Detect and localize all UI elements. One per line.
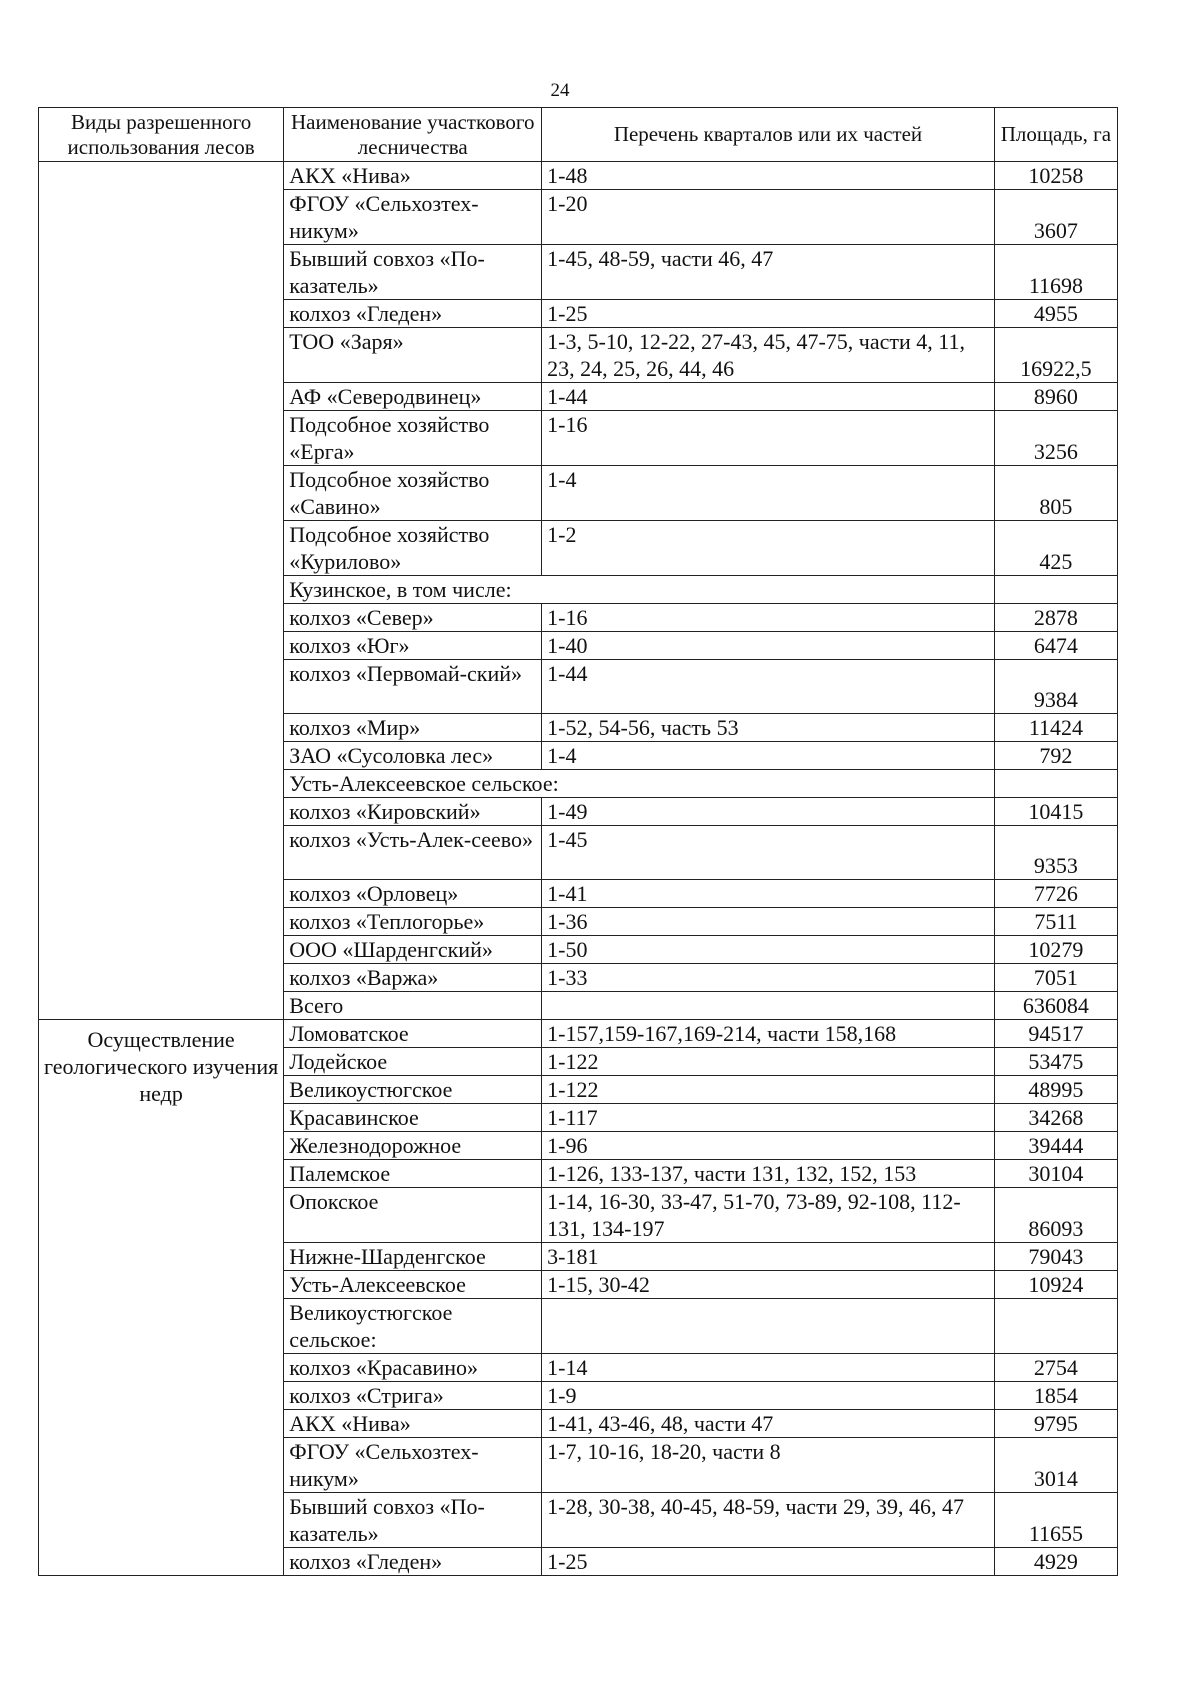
subheader-cell: Кузинское, в том числе: — [284, 576, 995, 604]
quarters-cell: 1-40 — [542, 632, 995, 660]
table-body — [39, 162, 1118, 1576]
area-cell: 2878 — [994, 604, 1117, 632]
area-cell: 6474 — [994, 632, 1117, 660]
quarters-cell: 1-126, 133-137, части 131, 132, 152, 153 — [542, 1160, 995, 1188]
usage-kind-cell — [39, 162, 284, 1020]
area-cell: 39444 — [994, 1132, 1117, 1160]
forestry-name-cell: колхоз «Стрига» — [284, 1382, 542, 1410]
forestry-name-cell: Всего — [284, 992, 542, 1020]
area-cell: 425 — [994, 521, 1117, 576]
table-header-row — [39, 108, 1118, 162]
area-cell: 34268 — [994, 1104, 1117, 1132]
quarters-cell: 1-44 — [542, 660, 995, 714]
forestry-name-cell: колхоз «Первомай-ский» — [284, 660, 542, 714]
quarters-cell: 1-122 — [542, 1048, 995, 1076]
forestry-name-cell: ФГОУ «Сельхозтех-никум» — [284, 1438, 542, 1493]
header-area: Площадь, га — [994, 108, 1117, 162]
area-cell: 8960 — [994, 383, 1117, 411]
area-cell: 1854 — [994, 1382, 1117, 1410]
area-cell: 10415 — [994, 798, 1117, 826]
quarters-cell: 1-3, 5-10, 12-22, 27-43, 45, 47-75, части 4, 11, 23, 24, 25, 26, 44, 46 — [542, 328, 995, 383]
forestry-name-cell: Подсобное хозяйство «Ерга» — [284, 411, 542, 466]
area-cell: 4929 — [994, 1548, 1117, 1576]
quarters-cell: 1-117 — [542, 1104, 995, 1132]
forestry-name-cell: Подсобное хозяйство «Савино» — [284, 466, 542, 521]
area-cell: 11424 — [994, 714, 1117, 742]
header-quarters: Перечень кварталов или их частей — [542, 108, 995, 162]
quarters-cell: 1-4 — [542, 742, 995, 770]
forestry-name-cell: Усть-Алексеевское — [284, 1271, 542, 1299]
area-cell — [994, 770, 1117, 798]
area-cell: 2754 — [994, 1354, 1117, 1382]
forestry-name-cell: колхоз «Юг» — [284, 632, 542, 660]
page-number: 24 — [550, 80, 570, 101]
area-cell: 3256 — [994, 411, 1117, 466]
area-cell: 3014 — [994, 1438, 1117, 1493]
forestry-name-cell: Великоустюгское — [284, 1076, 542, 1104]
forestry-name-cell: колхоз «Орловец» — [284, 880, 542, 908]
forestry-name-cell: колхоз «Гледен» — [284, 1548, 542, 1576]
area-cell: 792 — [994, 742, 1117, 770]
quarters-cell: 1-16 — [542, 411, 995, 466]
quarters-cell: 1-25 — [542, 1548, 995, 1576]
quarters-cell: 1-2 — [542, 521, 995, 576]
table-row — [39, 1020, 1118, 1048]
area-cell: 10258 — [994, 162, 1117, 190]
area-cell: 30104 — [994, 1160, 1117, 1188]
forestry-name-cell: Железнодорожное — [284, 1132, 542, 1160]
area-cell: 9384 — [994, 660, 1117, 714]
forestry-name-cell: АФ «Северодвинец» — [284, 383, 542, 411]
area-cell: 11655 — [994, 1493, 1117, 1548]
area-cell — [994, 1299, 1117, 1354]
area-cell: 9353 — [994, 826, 1117, 880]
quarters-cell: 1-50 — [542, 936, 995, 964]
area-cell: 86093 — [994, 1188, 1117, 1243]
quarters-cell: 1-20 — [542, 190, 995, 245]
area-cell: 79043 — [994, 1243, 1117, 1271]
area-cell: 10924 — [994, 1271, 1117, 1299]
forestry-name-cell: Бывший совхоз «По-казатель» — [284, 245, 542, 300]
area-cell: 48995 — [994, 1076, 1117, 1104]
forestry-name-cell: Подсобное хозяйство «Курилово» — [284, 521, 542, 576]
quarters-cell: 1-14, 16-30, 33-47, 51-70, 73-89, 92-108, 112-131, 134-197 — [542, 1188, 995, 1243]
header-kind: Виды разрешенного использования лесов — [39, 108, 284, 162]
forestry-name-cell: колхоз «Гледен» — [284, 300, 542, 328]
area-cell: 9795 — [994, 1410, 1117, 1438]
quarters-cell — [542, 992, 995, 1020]
area-cell: 10279 — [994, 936, 1117, 964]
forestry-name-cell: Бывший совхоз «По-казатель» — [284, 1493, 542, 1548]
area-cell: 4955 — [994, 300, 1117, 328]
forest-use-table — [38, 107, 1118, 1576]
forestry-name-cell: колхоз «Кировский» — [284, 798, 542, 826]
forestry-name-cell: колхоз «Красавино» — [284, 1354, 542, 1382]
quarters-cell: 1-9 — [542, 1382, 995, 1410]
quarters-cell: 1-7, 10-16, 18-20, части 8 — [542, 1438, 995, 1493]
forestry-name-cell: колхоз «Усть-Алек-сеево» — [284, 826, 542, 880]
table-row — [39, 162, 1118, 190]
quarters-cell: 1-25 — [542, 300, 995, 328]
quarters-cell: 1-14 — [542, 1354, 995, 1382]
quarters-cell: 1-4 — [542, 466, 995, 521]
forestry-name-cell: колхоз «Север» — [284, 604, 542, 632]
area-cell: 7051 — [994, 964, 1117, 992]
header-forestry: Наименование участкового лесничества — [284, 108, 542, 162]
quarters-cell: 1-96 — [542, 1132, 995, 1160]
forestry-name-cell: колхоз «Мир» — [284, 714, 542, 742]
quarters-cell: 1-41, 43-46, 48, части 47 — [542, 1410, 995, 1438]
quarters-cell — [542, 1299, 995, 1354]
area-cell: 3607 — [994, 190, 1117, 245]
forestry-name-cell: Красавинское — [284, 1104, 542, 1132]
area-cell: 11698 — [994, 245, 1117, 300]
area-cell: 805 — [994, 466, 1117, 521]
forestry-name-cell: Опокское — [284, 1188, 542, 1243]
area-cell — [994, 576, 1117, 604]
usage-kind-cell: Осуществление геологического изучения недр — [39, 1020, 284, 1576]
quarters-cell: 1-44 — [542, 383, 995, 411]
quarters-cell: 1-16 — [542, 604, 995, 632]
area-cell: 16922,5 — [994, 328, 1117, 383]
quarters-cell: 1-49 — [542, 798, 995, 826]
quarters-cell: 1-157,159-167,169-214, части 158,168 — [542, 1020, 995, 1048]
forestry-name-cell: колхоз «Теплогорье» — [284, 908, 542, 936]
quarters-cell: 1-122 — [542, 1076, 995, 1104]
area-cell: 94517 — [994, 1020, 1117, 1048]
forestry-name-cell: ЗАО «Сусоловка лес» — [284, 742, 542, 770]
forestry-name-cell: АКХ «Нива» — [284, 162, 542, 190]
quarters-cell: 1-45, 48-59, части 46, 47 — [542, 245, 995, 300]
area-cell: 636084 — [994, 992, 1117, 1020]
quarters-cell: 1-48 — [542, 162, 995, 190]
quarters-cell: 3-181 — [542, 1243, 995, 1271]
quarters-cell: 1-33 — [542, 964, 995, 992]
area-cell: 7726 — [994, 880, 1117, 908]
forestry-name-cell: Лодейское — [284, 1048, 542, 1076]
forestry-name-cell: ТОО «Заря» — [284, 328, 542, 383]
quarters-cell: 1-45 — [542, 826, 995, 880]
quarters-cell: 1-52, 54-56, часть 53 — [542, 714, 995, 742]
area-cell: 7511 — [994, 908, 1117, 936]
quarters-cell: 1-28, 30-38, 40-45, 48-59, части 29, 39, 46, 47 — [542, 1493, 995, 1548]
forestry-name-cell: Ломоватское — [284, 1020, 542, 1048]
forestry-name-cell: ООО «Шарденгский» — [284, 936, 542, 964]
forest-use-table-container — [38, 107, 1118, 1576]
quarters-cell: 1-41 — [542, 880, 995, 908]
forestry-name-cell: колхоз «Варжа» — [284, 964, 542, 992]
subheader-cell: Усть-Алексеевское сельское: — [284, 770, 995, 798]
area-cell: 53475 — [994, 1048, 1117, 1076]
forestry-name-cell: ФГОУ «Сельхозтех-никум» — [284, 190, 542, 245]
forestry-name-cell: Нижне-Шарденгское — [284, 1243, 542, 1271]
quarters-cell: 1-15, 30-42 — [542, 1271, 995, 1299]
forestry-name-cell: Великоустюгское сельское: — [284, 1299, 542, 1354]
forestry-name-cell: Палемское — [284, 1160, 542, 1188]
forestry-name-cell: АКХ «Нива» — [284, 1410, 542, 1438]
quarters-cell: 1-36 — [542, 908, 995, 936]
